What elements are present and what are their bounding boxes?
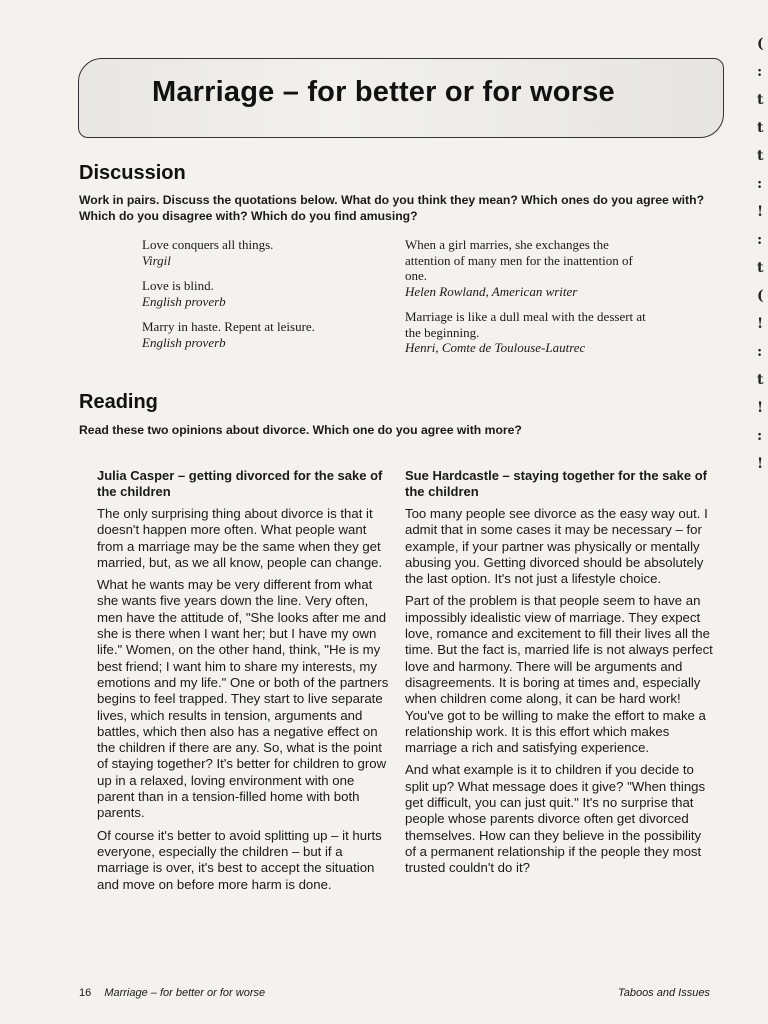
discussion-heading: Discussion [79, 162, 186, 184]
quote-text: Love is blind. [142, 278, 214, 293]
reading-instructions: Read these two opinions about divorce. Which one do you agree with more? [79, 423, 522, 437]
quote-source: Virgil [142, 252, 171, 268]
article-paragraph: The only surprising thing about divorce is that it doesn't happen more often. What people want from a marriage may be the same when they get married, but, as we all know, people can change. [97, 506, 383, 570]
footer-left [79, 987, 265, 999]
quote-source: English proverb [142, 293, 226, 309]
quote [142, 237, 382, 268]
bleed-through-edge-marks: ( : t t t : ! : t ( ! : t ! : ! [757, 36, 764, 472]
quote-source: English proverb [142, 334, 226, 350]
article-sue-hardcastle [405, 468, 715, 883]
quote [405, 237, 655, 299]
quote-source: Henri, Comte de Toulouse-Lautrec [405, 340, 586, 355]
reading-heading: Reading [79, 391, 158, 413]
book-title: Taboos and Issues [618, 987, 710, 999]
page-number: 16 [79, 987, 92, 999]
quote-text: When a girl marries, she exchanges the attention of many men for the inattention of one. [405, 237, 633, 283]
footer-right [618, 987, 710, 999]
article-title: Sue Hardcastle – staying together for the sake of the children [405, 468, 707, 499]
quote-text: Love conquers all things. [142, 237, 274, 252]
article-paragraph: Part of the problem is that people seem to have an impossibly idealistic view of marriage. They expect love, romance and excitement to fill their lives all the time. But the fact is, married life is not always perfect love and harmony. There will be arguments and disagreements. It is boring at times and, especially when children come along, it can be hard work! You've got to be willing to make the effort to make a relationship work. It is this effort which makes marriage a rich and satisfying experience. [405, 593, 713, 756]
chapter-title: Marriage – for better or for worse [104, 987, 266, 999]
quote-source: Helen Rowland, American writer [405, 283, 578, 299]
page-title: Marriage – for better or for worse [152, 76, 615, 108]
quotes-left-column [142, 237, 382, 360]
quotes-right-column [405, 237, 655, 366]
article-paragraph: And what example is it to children if you decide to split up? What message does it give? "When things get difficult, you can just quit." It's no surprise that people whose parents divorce often get divorced themselves. How can they believe in the possibility of a permanent relationship if the people they most trusted couldn't do it? [405, 762, 706, 876]
article-julia-casper [97, 468, 393, 899]
quote-text: Marry in haste. Repent at leisure. [142, 319, 315, 334]
discussion-instructions: Work in pairs. Discuss the quotations below. What do you think they mean? Which ones do you agree with? Which do you disagree with? Which do you find amusing? [79, 193, 705, 223]
quote [142, 319, 382, 350]
quote [405, 309, 655, 356]
quote-text: Marriage is like a dull meal with the dessert at the beginning. [405, 309, 646, 340]
quote [142, 278, 382, 309]
article-paragraph: Too many people see divorce as the easy way out. I admit that in some cases it may be necessary – for example, if your partner was physically or mentally abusing you. Getting divorced should be absolutely the last option. It's not just a lifestyle choice. [405, 506, 708, 587]
article-paragraph: What he wants may be very different from what she wants five years down the line. Very often, men have the attitude of, "She looks after me and she is there when I want her; but I have my own life." Women, on the other hand, think, "He is my best friend; I want him to share my interests, my emotions and my life." One or both of the partners begins to feel trapped. They start to live separate lives, which results in tension, arguments and battles, which then also has a negative effect on the children if there are any. So, what is the point of staying together? It's better for children to grow up in a relaxed, loving environment with one parent than in a tension-filled home with both parents. [97, 577, 389, 821]
article-paragraph: Of course it's better to avoid splitting up – it hurts everyone, especially the children – but if a marriage is over, it's best to accept the situation and move on before more harm is done. [97, 827, 382, 892]
article-title: Julia Casper – getting divorced for the sake of the children [97, 468, 383, 499]
